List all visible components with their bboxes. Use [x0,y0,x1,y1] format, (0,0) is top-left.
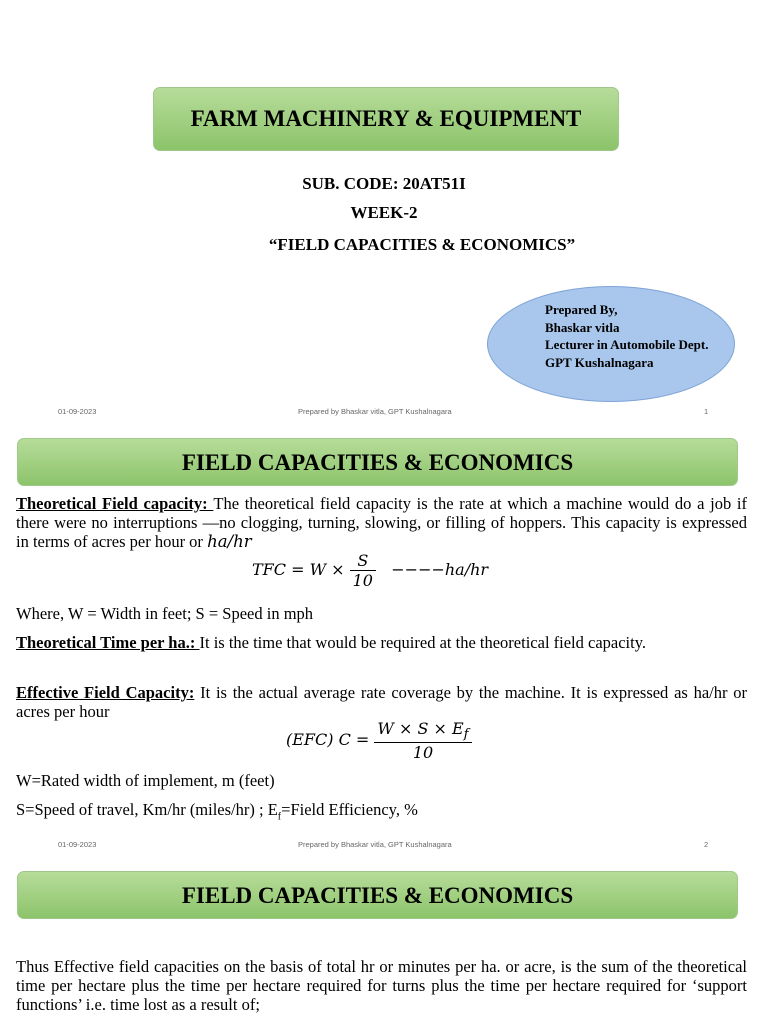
tfc-eq-fraction [350,551,376,590]
footer-credit: Prepared by Bhaskar vitla, GPT Kushalnagara [298,840,452,849]
efc-paragraph [16,683,747,721]
prepared-by-line: Prepared By, [545,302,618,317]
tfc-text: The theoretical field capacity is the rate at which a machine would do a job if there were no interruptions —no clogging, turning, slowing, or filling of hoppers. This capacity is expressed in terms of acres per hour or [16,494,747,551]
ttp-label: Theoretical Time per ha.: [16,633,200,652]
tfc-unit: ha/hr [207,532,252,551]
efc-eq-denominator: 10 [412,743,434,763]
author-name: Bhaskar vitla [545,319,620,335]
w-definition: W=Rated width of implement, m (feet) [16,771,275,790]
tfc-eq-lhs: TFC = W × [252,560,345,579]
footer-page-number: 2 [704,840,709,849]
slide-3 [0,866,768,1024]
footer-credit: Prepared by Bhaskar vitla, GPT Kushalnagara [298,407,452,416]
efc-eq-fraction [374,719,471,762]
efc-label: Effective Field Capacity: [16,683,195,702]
tfc-eq-rhs: −−−−ha/hr [391,560,489,579]
author-institute: GPT Kushalnagara [545,354,654,370]
author-role: Lecturer in Automobile Dept. [545,337,709,352]
sub-code: SUB. CODE: 20AT51I [302,174,466,193]
tfc-equation [252,551,488,590]
efc-equation [286,719,472,762]
efc-eq-lhs: (EFC) C = [286,730,370,750]
slide-2-title: FIELD CAPACITIES & ECONOMICS [17,438,738,486]
slide-3-title: FIELD CAPACITIES & ECONOMICS [17,871,738,919]
slide-3-body: Thus Effective field capacities on the basis of total hr or minutes per ha. or acre, is the sum of the theoretical time per hectare plus the time per hectare required for turns plus the time per hectare required for ‘support functions’ i.e. time lost as a result of; [16,957,747,1014]
tfc-paragraph [16,494,747,551]
efc-eq-numerator: $W \times S \times E_f$ [374,719,471,743]
topic-title: “FIELD CAPACITIES & ECONOMICS” [268,235,576,254]
where-line: Where, W = Width in feet; S = Speed in mph [16,604,314,623]
footer-date: 01-09-2023 [58,840,97,849]
footer-date: 01-09-2023 [58,407,97,416]
tfc-eq-numerator: S [350,551,376,571]
prepared-by-block [545,301,708,371]
tfc-label: Theoretical Field capacity: [16,494,214,513]
tfc-eq-denominator: 10 [352,571,373,590]
s-definition: S=Speed of travel, Km/hr (miles/hr) ; $E_f=Field$ Efficiency, % [16,800,418,823]
ttp-paragraph [16,633,747,652]
footer-page-number: 1 [704,407,709,416]
slide-2 [0,432,768,860]
ttp-text: It is the time that would be required at the theoretical field capacity. [199,633,647,652]
slide-1-title: FARM MACHINERY & EQUIPMENT [153,87,619,151]
week-label: WEEK-2 [350,203,418,222]
slide-1 [0,0,768,425]
efc-text: It is the actual average rate coverage by the machine. It is expressed as ha/hr or acres per hour [16,683,748,721]
